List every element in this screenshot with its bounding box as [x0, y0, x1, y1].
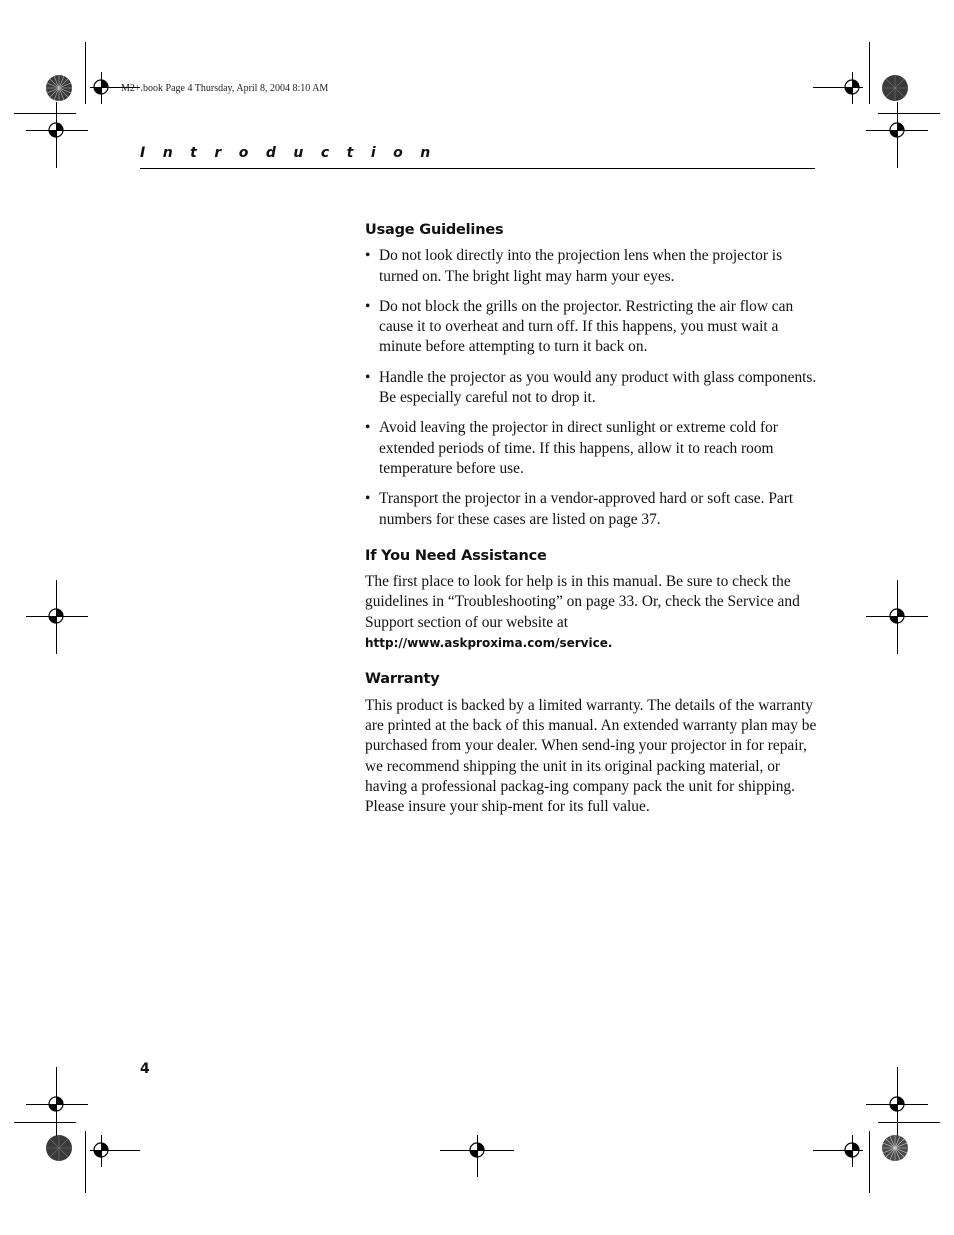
- header-rule: [140, 168, 815, 169]
- star-target-icon: [45, 74, 73, 102]
- main-content: [365, 220, 817, 817]
- paragraph: This product is backed by a limited warranty. The details of the warranty are printed at the back of this manual. An extended warranty plan may be purchased from your dealer. When send-ing your projector in for repair, we recommend shipping the unit in its original packing material, or having a professional packag-ing company pack the unit for shipping. Please insure your ship-ment for its full value.: [365, 696, 817, 816]
- bullet-icon: •: [365, 419, 371, 437]
- bullet-list: [365, 246, 817, 530]
- bullet-icon: •: [365, 490, 371, 508]
- registration-mark-icon: [886, 605, 908, 627]
- registration-mark-icon: [90, 76, 112, 98]
- section-usage-guidelines: [365, 220, 817, 530]
- registration-mark-icon: [90, 1139, 112, 1161]
- support-url-link[interactable]: http://www.askproxima.com/service.: [365, 636, 613, 651]
- print-slug: M2+.book Page 4 Thursday, April 8, 2004 8:10 AM: [121, 83, 329, 94]
- list-item: • Handle the projector as you would any product with glass components. Be especially careful not to drop it.: [365, 368, 817, 407]
- registration-mark-icon: [45, 605, 67, 627]
- star-target-icon: [881, 74, 909, 102]
- registration-mark-icon: [45, 1093, 67, 1115]
- list-item: • Avoid leaving the projector in direct sunlight or extreme cold for extended periods of time. If this happens, allow it to reach room temperature before use.: [365, 419, 778, 477]
- star-target-icon: [45, 1134, 73, 1162]
- registration-mark-icon: [841, 76, 863, 98]
- list-item: • Do not block the grills on the projector. Restricting the air flow can cause it to overheat and turn off. If this happens, you must wait a minute before attempting to turn it back on.: [365, 297, 794, 356]
- bullet-icon: •: [365, 297, 371, 315]
- list-item: • Do not look directly into the projection lens when the projector is turned on. The bright light may harm your eyes.: [365, 247, 783, 285]
- registration-mark-icon: [886, 1093, 908, 1115]
- registration-mark-icon: [45, 119, 67, 141]
- registration-mark-icon: [841, 1139, 863, 1161]
- section-heading: Warranty: [365, 671, 440, 688]
- list-item: • Transport the projector in a vendor-approved hard or soft case. Part numbers for these cases are listed on page 37.: [365, 490, 794, 528]
- section-assistance: [365, 546, 817, 653]
- section-heading: If You Need Assistance: [365, 547, 547, 564]
- bullet-icon: •: [365, 368, 371, 386]
- star-target-icon: [881, 1134, 909, 1162]
- page-number: 4: [140, 1061, 150, 1077]
- registration-mark-icon: [886, 119, 908, 141]
- section-warranty: [365, 669, 817, 817]
- section-heading: Usage Guidelines: [365, 222, 504, 238]
- running-head: Introduction: [140, 145, 448, 161]
- paragraph: The first place to look for help is in this manual. Be sure to check the guidelines in “Troubleshooting” on page 33. Or, check the Service and Support section of our website at http://www.askproxima.com/service.: [365, 573, 800, 651]
- bullet-icon: •: [365, 247, 371, 265]
- registration-mark-icon: [466, 1139, 488, 1161]
